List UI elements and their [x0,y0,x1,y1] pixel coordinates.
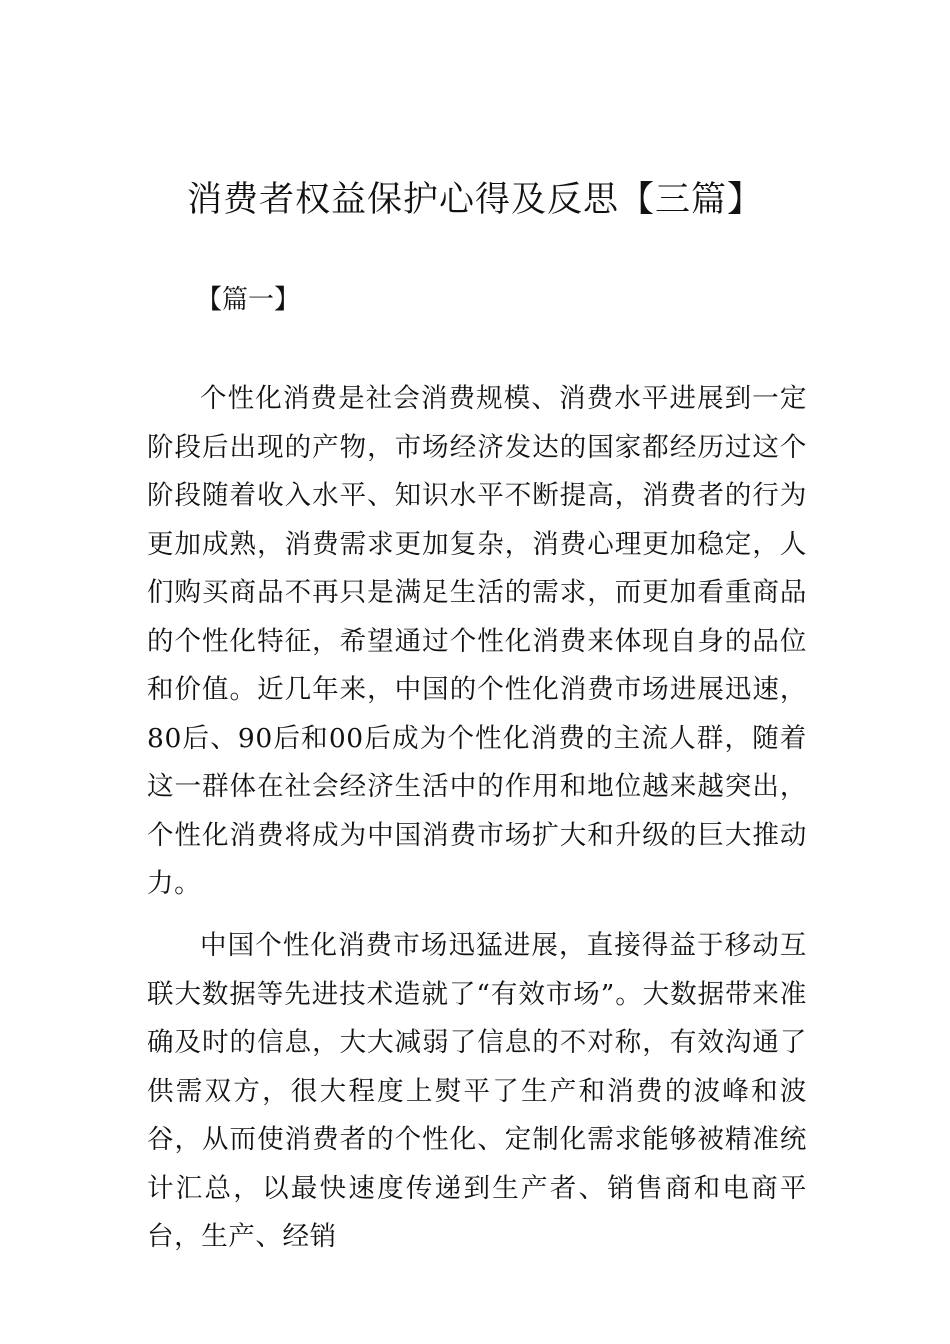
body-paragraph: 中国个性化消费市场迅猛进展，直接得益于移动互联大数据等先进技术造就了“有效市场”。大数据带来准确及时的信息，大大减弱了信息的不对称，有效沟通了供需双方，很大程度上熨平了生产和消费的波峰和波谷，从而使消费者的个性化、定制化需求能够被精准统计汇总，以最快速度传递到生产者、销售商和电商平台，生产、经销 [147,930,807,1252]
body-paragraph: 个性化消费是社会消费规模、消费水平进展到一定阶段后出现的产物，市场经济发达的国家都经历过这个阶段随着收入水平、知识水平不断提高，消费者的行为更加成熟，消费需求更加复杂，消费心理更加稳定，人们购买商品不再只是满足生活的需求，而更加看重商品的个性化特征，希望通过个性化消费来体现自身的品位和价值。近几年来，中国的个性化消费市场进展迅速，80后、90后和00后成为个性化消费的主流人群，随着这一群体在社会经济生活中的作用和地位越来越突出，个性化消费将成为中国消费市场扩大和升级的巨大推动力。 [147,383,807,899]
section-label: 【篇一】 [196,285,301,315]
document-title: 消费者权益保护心得及反思【三篇】 [186,180,763,220]
